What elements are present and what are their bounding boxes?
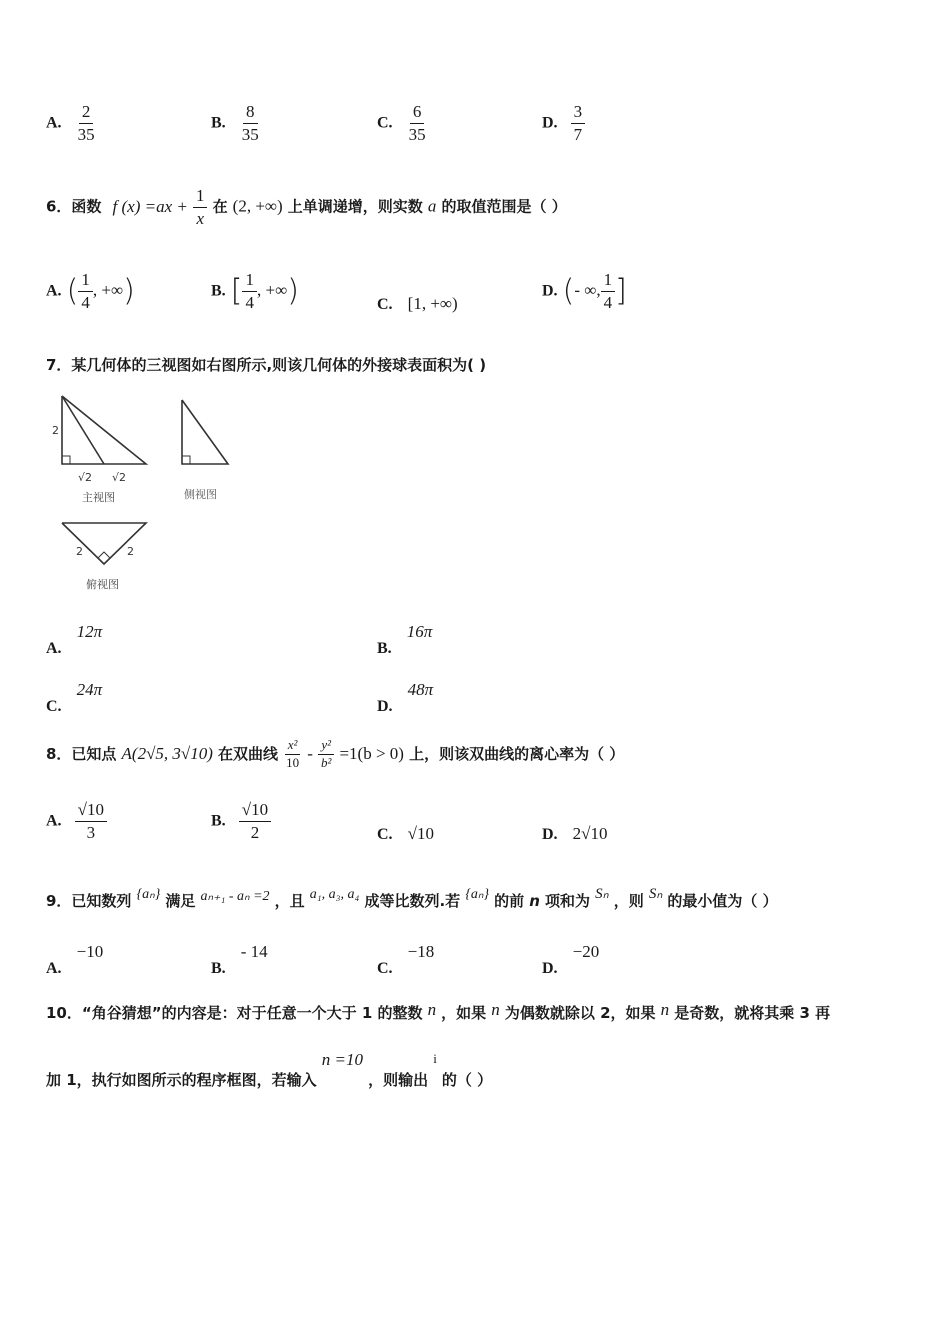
top-left-label: 2 [76, 545, 83, 558]
option-letter: C. [46, 698, 62, 715]
fraction [571, 102, 586, 144]
denominator: 35 [408, 124, 426, 144]
bracket-right: ] [615, 273, 627, 309]
q9-option-b[interactable] [211, 942, 268, 978]
side-caption: 侧视图 [184, 488, 217, 501]
option-value: - 14 [240, 942, 268, 961]
front-view [62, 396, 146, 464]
q9-sn: Sₙ [648, 886, 663, 902]
option-letter: C. [377, 826, 393, 843]
q9-text: 项和为 [545, 892, 591, 910]
q8-x-fraction [283, 738, 302, 771]
q7-option-d[interactable] [377, 680, 433, 716]
q5-option-c[interactable] [377, 102, 429, 144]
option-value: 16π [406, 622, 433, 641]
q8-prefix: 8．已知点 [46, 744, 117, 763]
q10-text: 的（ ） [441, 1071, 493, 1089]
q7-option-c[interactable] [46, 680, 102, 716]
q6-function: f (x) =ax + [112, 196, 188, 216]
q6-option-a[interactable] [46, 270, 135, 312]
q6-option-c[interactable] [377, 294, 458, 314]
option-tail: , +∞ [92, 280, 124, 300]
q6-mid: 在 [212, 197, 228, 216]
option-letter: A. [46, 114, 62, 132]
q8-suffix: 上，则该双曲线的离心率为（ ） [409, 744, 625, 763]
q9-text: 的最小值为（ ） [667, 892, 778, 910]
option-letter: D. [542, 282, 558, 300]
bracket-left: ( [562, 273, 575, 309]
q9-option-c[interactable] [377, 942, 434, 978]
q6-interval: (2, +∞) [232, 196, 283, 216]
q8-option-b[interactable] [211, 800, 271, 842]
option-value: 48π [407, 680, 434, 699]
q7-three-view-figure [46, 388, 246, 598]
front-base2-label: √2 [112, 471, 127, 484]
q10-n: n [427, 1000, 437, 1019]
q9-terms: a₁, a₃, a₄ [309, 887, 360, 902]
q9-text: ，则 [613, 892, 644, 910]
q6-stem [46, 186, 567, 228]
front-caption: 主视图 [82, 491, 115, 504]
q5-option-a[interactable] [46, 102, 98, 144]
option-letter: C. [377, 296, 393, 313]
q10-text: ，如果 [441, 1004, 487, 1022]
numerator: 1 [601, 270, 616, 292]
q9-stem [46, 884, 778, 911]
q8-y-fraction [318, 738, 334, 771]
side-view [182, 400, 228, 464]
numerator: 6 [410, 102, 425, 124]
fraction [406, 102, 429, 144]
denominator: 35 [77, 124, 95, 144]
numerator: 1 [78, 270, 93, 292]
q9-option-a[interactable] [46, 942, 103, 978]
q9-text: 成等比数列.若 [364, 892, 461, 910]
fraction [75, 800, 107, 842]
numerator: 8 [243, 102, 258, 124]
denominator: x [196, 208, 204, 228]
option-letter: C. [377, 960, 393, 977]
q6-prefix: 6．函数 [46, 197, 102, 216]
q8-option-a[interactable] [46, 800, 107, 842]
q7-option-a[interactable] [46, 622, 102, 658]
option-letter: B. [211, 114, 226, 132]
option-letter: D. [542, 826, 558, 843]
denominator: b² [320, 754, 332, 770]
q9-sequence: {aₙ} [465, 887, 490, 902]
option-value: 12π [76, 622, 103, 641]
denominator: 4 [603, 292, 613, 312]
side-triangle [182, 400, 228, 464]
fraction [242, 270, 257, 312]
front-inner-edge [62, 396, 104, 464]
q8-eq-tail: =1(b > 0) [339, 743, 404, 763]
denominator: 7 [573, 124, 583, 144]
option-letter: A. [46, 812, 62, 830]
q10-n: n [660, 1000, 670, 1019]
top-caption: 俯视图 [86, 578, 119, 591]
option-letter: A. [46, 960, 62, 977]
q10-text: ，则输出 [368, 1071, 429, 1089]
q10-text: 是奇数，就将其乘 3 再 [674, 1004, 831, 1022]
q10-input: n =10 [321, 1050, 363, 1069]
q7-option-b[interactable] [377, 622, 432, 658]
q6-var-a: a [427, 196, 437, 216]
numerator: √10 [75, 800, 107, 822]
q10-text: 10．“角谷猜想”的内容是：对于任意一个大于 1 的整数 [46, 1004, 423, 1022]
q10-line2 [46, 1050, 492, 1090]
q10-text: 为偶数就除以 2，如果 [504, 1004, 656, 1022]
q9-sequence: {aₙ} [136, 887, 161, 902]
q8-point: A(2√5, 3√10) [121, 743, 213, 763]
denominator: 35 [241, 124, 259, 144]
q8-minus: - [307, 743, 313, 763]
option-letter: D. [542, 960, 558, 977]
q9-n: n [529, 892, 540, 910]
q10-line1 [46, 1000, 830, 1023]
option-letter: B. [211, 812, 226, 830]
side-right-angle [182, 456, 190, 464]
option-letter: A. [46, 640, 62, 657]
denominator: 4 [245, 292, 254, 312]
q9-sn: Sₙ [595, 886, 609, 902]
front-height-label: 2 [52, 424, 59, 437]
top-right-label: 2 [127, 545, 134, 558]
bracket-right: ) [123, 273, 135, 309]
fraction [75, 102, 98, 144]
numerator: 1 [193, 186, 208, 208]
top-right-angle [98, 552, 110, 558]
numerator: 2 [79, 102, 94, 124]
option-head: - ∞, [574, 280, 601, 300]
q8-mid: 在双曲线 [218, 744, 279, 763]
q8-stem [46, 738, 624, 771]
numerator: y² [318, 738, 334, 755]
front-outer-triangle [62, 396, 146, 464]
q9-text: 9．已知数列 [46, 892, 132, 910]
option-value: −10 [76, 942, 104, 961]
denominator: 3 [86, 822, 96, 842]
q10-text: 加 1，执行如图所示的程序框图，若输入 [46, 1071, 317, 1089]
option-value: 24π [76, 680, 103, 699]
option-letter: B. [211, 960, 226, 977]
q9-option-d[interactable] [542, 942, 599, 978]
bracket-right: ) [287, 273, 299, 309]
q9-recurrence: aₙ₊₁ - aₙ =2 [200, 889, 270, 904]
q5-option-b[interactable] [211, 102, 262, 144]
option-letter: A. [46, 282, 62, 300]
q6-option-d[interactable] [542, 270, 627, 312]
numerator: √10 [239, 800, 271, 822]
fraction [239, 102, 262, 144]
q9-text: ，且 [274, 892, 305, 910]
option-tail: , +∞ [256, 280, 288, 300]
q8-option-d[interactable] [542, 824, 608, 844]
option-letter: C. [377, 114, 393, 132]
q6-option-b[interactable] [211, 270, 299, 312]
front-base1-label: √2 [78, 471, 93, 484]
option-letter: B. [211, 282, 226, 300]
numerator: 3 [571, 102, 586, 124]
bracket-left: ( [66, 273, 79, 309]
option-letter: B. [377, 640, 392, 657]
option-letter: D. [377, 698, 393, 715]
denominator: 4 [81, 292, 90, 312]
fraction [601, 270, 616, 312]
option-value: √10 [407, 824, 434, 843]
front-right-angle [62, 456, 70, 464]
denominator: 10 [286, 754, 300, 770]
option-letter: D. [542, 114, 558, 132]
q8-option-c[interactable] [377, 824, 434, 844]
option-value: 2√10 [572, 824, 608, 843]
numerator: 1 [242, 270, 257, 292]
q10-output: i [433, 1051, 437, 1066]
q9-text: 满足 [165, 892, 196, 910]
q6-suffix1: 上单调递增，则实数 [287, 197, 423, 216]
numerator: x² [285, 738, 301, 755]
bracket-left: [ [230, 273, 243, 309]
q6-suffix2: 的取值范围是（ ） [441, 197, 567, 216]
option-value: [1, +∞) [407, 294, 458, 313]
fraction [239, 800, 271, 842]
option-value: −18 [407, 942, 435, 961]
q6-fraction [193, 186, 208, 228]
q9-text: 的前 [494, 892, 525, 910]
q7-stem: 7．某几何体的三视图如右图所示,则该几何体的外接球表面积为( ) [46, 356, 487, 374]
q5-option-d[interactable] [542, 102, 585, 144]
denominator: 2 [250, 822, 260, 842]
option-value: −20 [572, 942, 600, 961]
fraction [78, 270, 93, 312]
q10-n: n [491, 1000, 500, 1019]
